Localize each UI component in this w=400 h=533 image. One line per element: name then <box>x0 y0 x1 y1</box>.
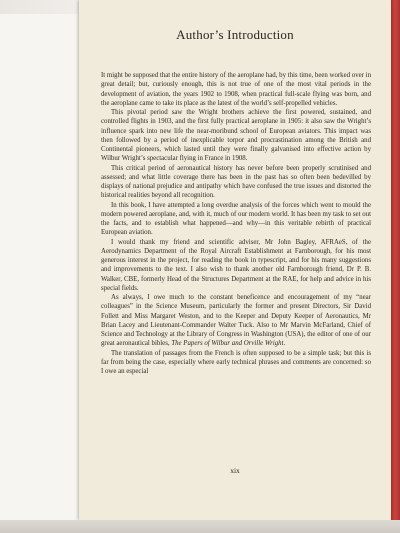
paragraph-6-text: As always, I owe much to the constant beneficence and encouragement of my “near colleagues” in the Science Museum, particularly the former and present Directors, Sir David Follett and Miss Margaret Weston, and to the Keeper and Deputy Keeper of Aeronautics, Mr Brian Lacey and Lieutenant-Commander Walter Tuck. Also to Mr Marvin McFarland, Chief of Science and Technology at the Library of Congress in Washington (USA), the editor of one of our great aeronautical bibles, <box>101 294 371 348</box>
paragraph-6-end: . <box>283 340 286 348</box>
page-title: Author’s Introduction <box>176 27 294 42</box>
paragraph-2: This pivotal period saw the Wright brothers achieve the first powered, sustained, and controlled flights in 1903, and the first fully practical aeroplane in 1905: it also saw the Wright’s influence spark into new life the near-moribund school of European aviators. This impact was then followed by a period of inexplicable torpor and procrastination among the British and Continental pioneers, which lasted until they were finally galvanised into effective action by Wilbur Wright’s spectacular flying in France in 1908. <box>101 109 371 163</box>
page-number: xix <box>230 466 240 475</box>
book-title-italic: The Papers of Wilbur and Orville Wright <box>171 340 284 348</box>
table-surface <box>0 520 400 533</box>
paragraph-7: The translation of passages from the French is often supposed to be a simple task; but this is far from being the case, especially where early technical phrases and comments are concerned: so I owe an especial <box>101 349 371 375</box>
paragraph-1: It might be supposed that the entire history of the aeroplane had, by this time, been worked over in great detail; but, curiously enough, this is not true of one of the most vital periods in the development of aviation, the years 1902 to 1908, when practical full-scale flying was born, and the aeroplane came to take its place as the latest of the world’s self-propelled vehicles. <box>101 72 371 107</box>
paragraph-5: I would thank my friend and scientific adviser, Mr John Bagley, AFRAeS, of the Aerodynamics Department of the Royal Aircraft Establishment at Farnborough, for his most generous interest in the project, for reading the book in typescript, and for his many suggestions and improvements to the text. I also wish to thank another old Farnborough friend, Dr P. B. Walker, CBE, formerly Head of the Structures Department at the RAE, for help and advice in his special fields. <box>101 238 371 292</box>
paragraph-4: In this book, I have attempted a long overdue analysis of the forces which went to mould the modern powered aeroplane, and, with it, much of our modern world. It has been my task to set out the facts, and to establish what happened—and why—in this veritable rebirth of practical European aviation. <box>101 201 371 237</box>
paragraph-6 <box>101 293 371 349</box>
book-page <box>79 0 391 520</box>
paragraph-3: This critical period of aeronautical history has never before been properly scrutinised and assessed; and what little coverage there has been in the past has so often been bedevilled by displays of national prejudice and antipathy which have confused the true issues and distorted the historical realities beyond all recognition. <box>101 164 371 200</box>
background-surface <box>0 0 90 14</box>
body-text <box>101 71 371 376</box>
red-book-edge <box>390 0 400 533</box>
